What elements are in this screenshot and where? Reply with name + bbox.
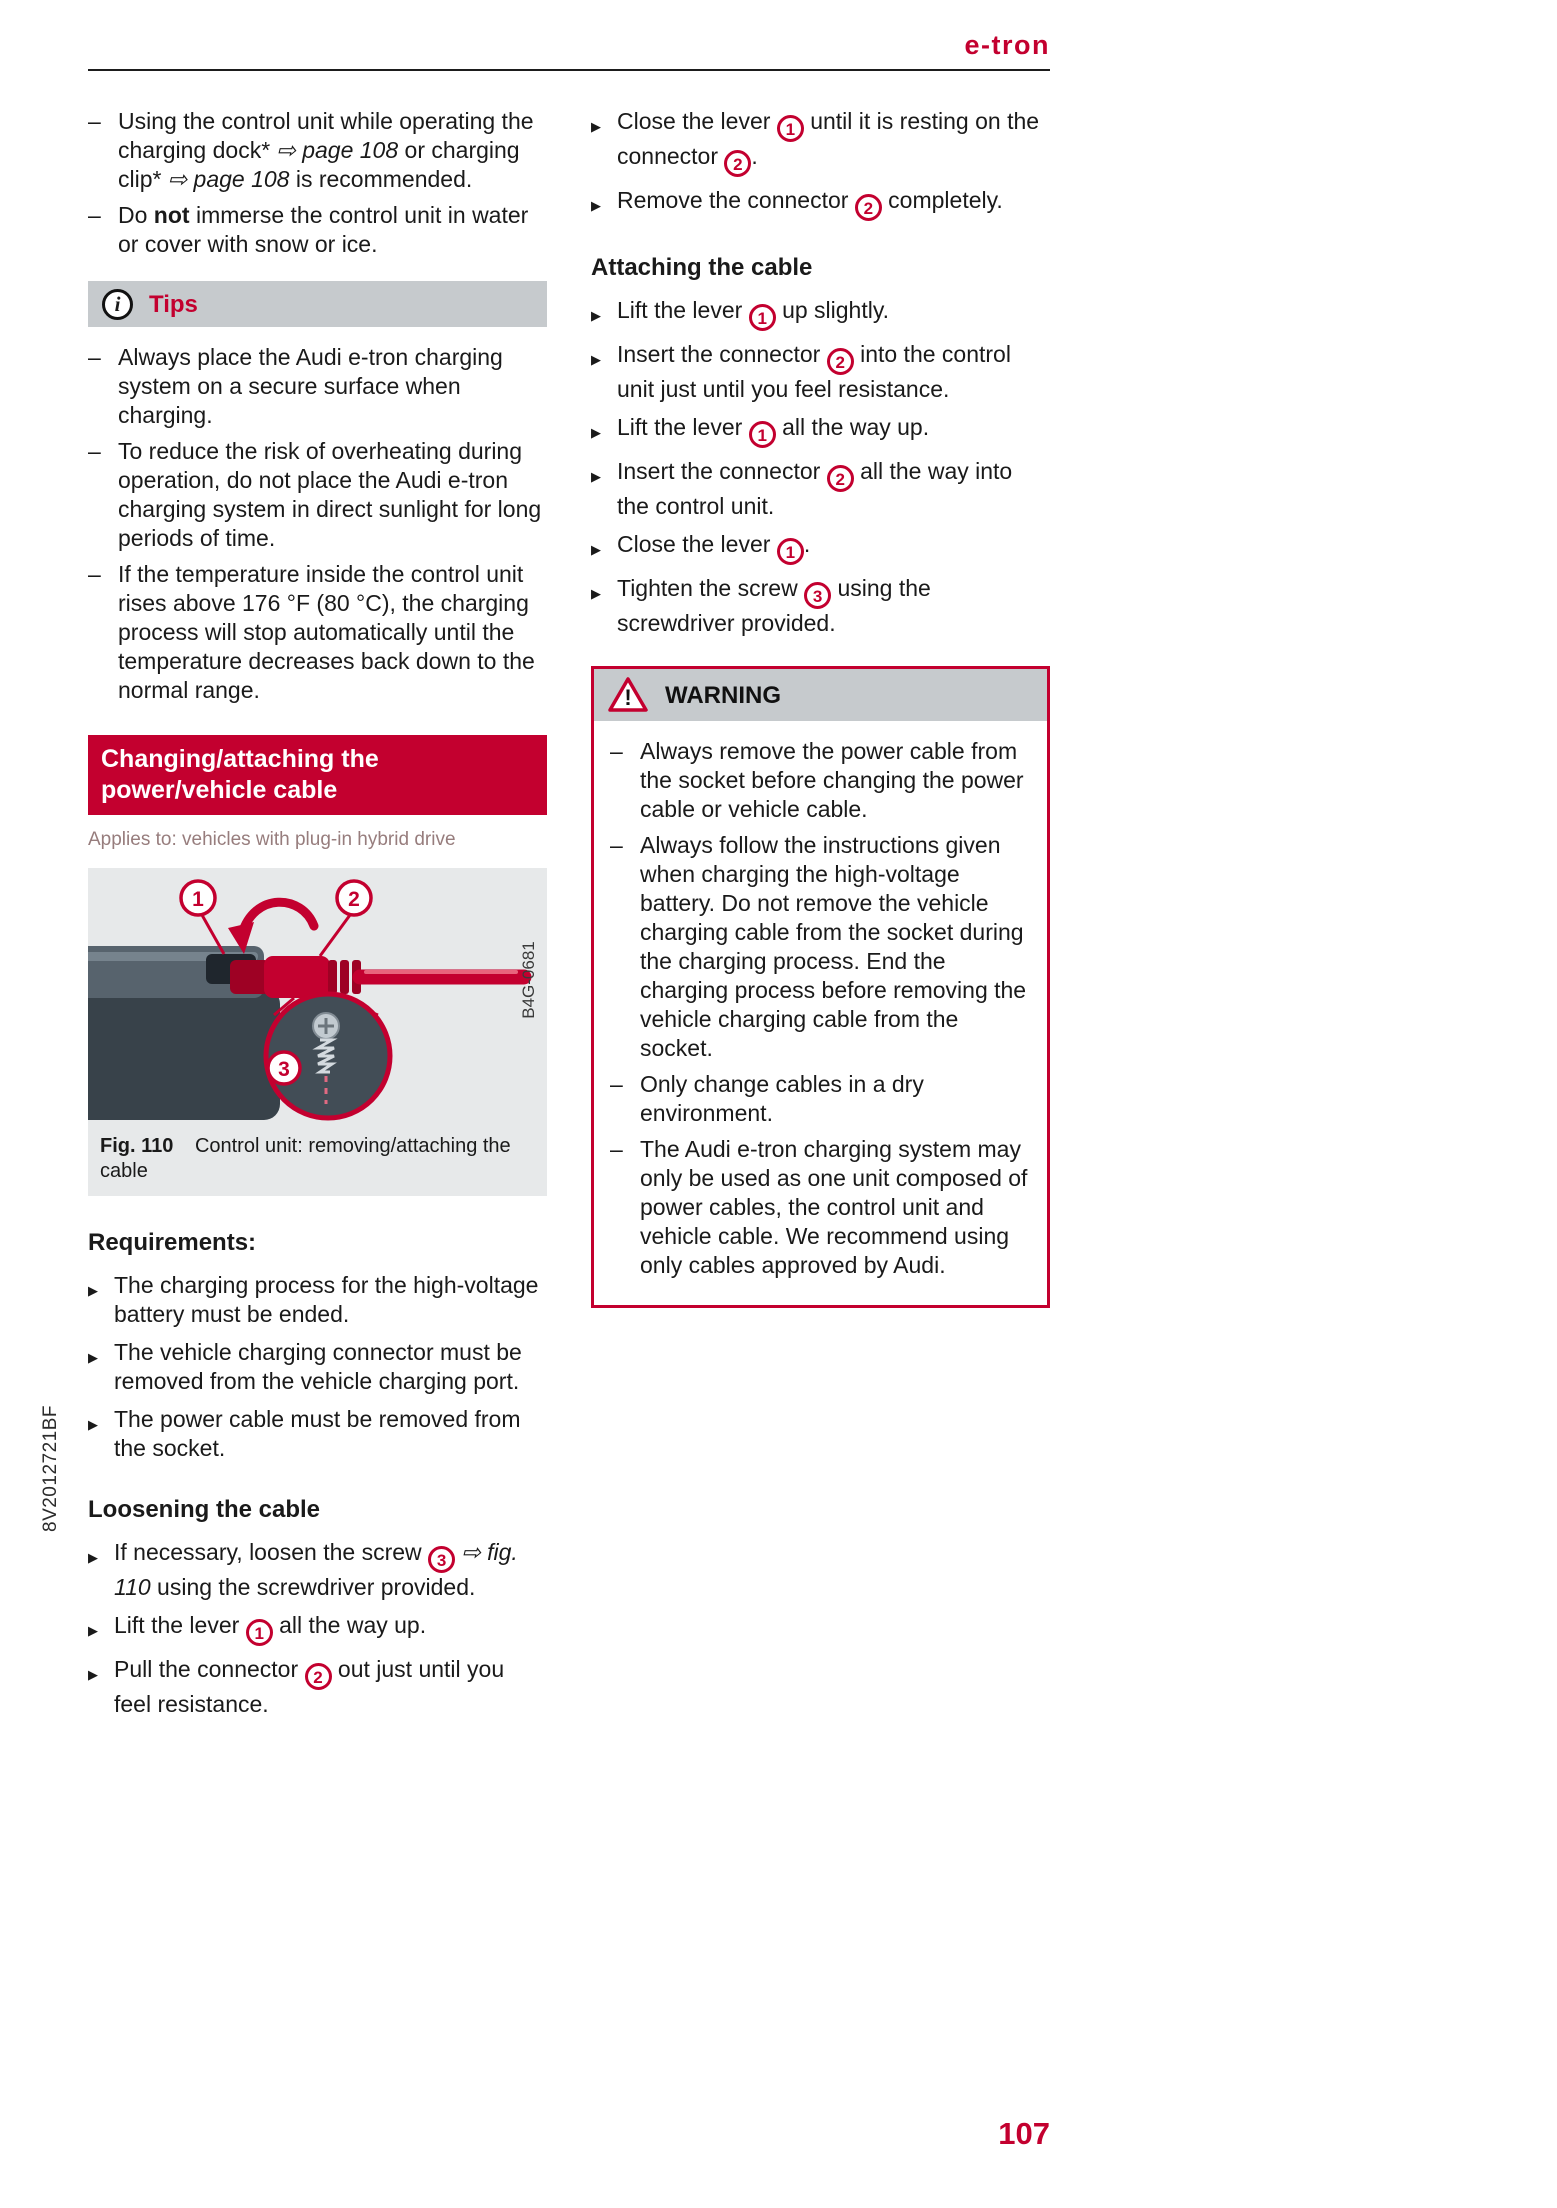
text: The Audi e-tron charging system may only be used as one unit composed of power cables, the control unit and vehicle cable. We recommend using only cables approved by Audi. [640,1136,1028,1278]
applies-note: Applies to: vehicles with plug-in hybrid drive [88,829,456,850]
list-item [591,457,1050,521]
tips-title: Tips [149,290,198,318]
two-column-layout [88,107,1050,1728]
loosening-heading: Loosening the cable [88,1496,321,1523]
text: Using the control unit while operating the charging dock* [118,108,534,163]
tips-header-bar [88,281,547,327]
callout-badge: 3 [428,1546,455,1573]
callout-1-label: 1 [192,888,204,911]
text: Remove the connector [617,187,855,213]
text: until it is resting on the connector [617,108,1040,169]
callout-badge: 1 [749,421,776,448]
text: Insert the connector [617,458,827,484]
text: Lift the lever [114,1612,246,1638]
text: Lift the lever [617,414,749,440]
text: If necessary, loosen the screw [114,1539,429,1565]
cross-reference: ⇨ page 108 [167,166,290,192]
text: is recommended. [289,166,473,192]
info-icon: i [102,289,133,320]
text: immerse the control unit in water or cover with snow or ice. [118,202,529,257]
section-title: Changing/attaching the power/vehicle cable [88,735,547,815]
text: Insert the connector [617,341,827,367]
list-item [88,560,547,705]
text: If the temperature inside the control unit rises above 176 °F (80 °C), the charging process will stop automatically until the temperature decreases back down to the normal range. [118,561,535,703]
text: Close the lever [617,531,777,557]
text: Only change cables in a dry environment. [640,1071,924,1126]
callout-badge: 2 [827,465,854,492]
document-code: 8V2012721BF [40,1405,61,1532]
loosening-list [88,1538,547,1719]
list-item [88,1271,547,1329]
manual-page [88,30,1050,1728]
list-item [88,1538,547,1602]
text: The charging process for the high-voltage battery must be ended. [114,1272,539,1327]
list-item [88,1338,547,1396]
list-item [88,343,547,430]
text: up slightly. [775,297,890,323]
text: Always remove the power cable from the socket before changing the power cable or vehicle cable. [640,738,1024,822]
screw-zoom-inset [266,994,390,1118]
callout-badge: 1 [749,304,776,331]
warning-header-bar [594,669,1047,721]
callout-badge: 3 [804,582,831,609]
figure-code: B4G-0681 [519,941,538,1019]
continued-steps-list [591,107,1050,221]
text: out just until you feel resistance. [114,1656,505,1717]
text: Tighten the screw [617,575,805,601]
text: To reduce the risk of overheating during operation, do not place the Audi e-tron charging system in direct sunlight for long periods of time. [118,438,542,551]
requirements-list [88,1271,547,1463]
callout-badge: 2 [305,1663,332,1690]
figure-caption [88,1130,547,1196]
page-number: 107 [998,2116,1050,2151]
callout-1 [181,881,224,954]
warning-icon [607,676,649,714]
list-item [610,831,1031,1063]
text: using the screwdriver provided. [150,1574,476,1600]
svg-text:!: ! [624,685,632,710]
lever-motion-arrow [228,902,314,954]
text: all the way into the control unit. [617,458,1013,519]
callout-badge: 1 [777,538,804,565]
text: Close the lever [617,108,777,134]
text: . [803,531,811,557]
text: completely. [881,187,1003,213]
connector-and-cable [230,956,524,998]
list-item [88,437,547,553]
list-item [610,737,1031,824]
list-item [591,340,1050,404]
requirements-heading: Requirements: [88,1229,257,1256]
page-header [88,30,1050,61]
warning-box [591,666,1050,1308]
text: or charging clip* [118,137,520,192]
list-item [88,1611,547,1646]
attaching-heading: Attaching the cable [591,254,813,281]
text: Always place the Audi e-tron charging system on a secure surface when charging. [118,344,503,428]
warning-title: WARNING [665,681,781,709]
callout-2-label: 2 [348,888,360,911]
text: The vehicle charging connector must be removed from the vehicle charging port. [114,1339,522,1394]
brand-title: e-tron [964,30,1050,60]
text: . [751,143,758,169]
text: all the way up. [272,1612,427,1638]
control-unit-illustration [88,868,547,1130]
figure-110 [88,868,547,1196]
callout-badge: 2 [855,194,882,221]
list-item [591,107,1050,177]
callout-badge: 2 [724,150,751,177]
callout-3-label: 3 [278,1058,290,1081]
list-item [88,201,547,259]
text-bold: not [153,202,190,228]
tips-box [88,281,547,705]
text: using the screwdriver provided. [617,575,931,636]
list-item [88,1655,547,1719]
intro-list [88,107,547,259]
list-item [610,1135,1031,1280]
callout-badge: 1 [777,115,804,142]
text: Do [118,202,154,228]
list-item [591,296,1050,331]
list-item [88,107,547,194]
callout-badge: 1 [246,1619,273,1646]
left-column [88,107,547,1728]
tips-list [88,343,547,705]
text: all the way up. [775,414,930,440]
callout-2 [320,881,371,956]
list-item [610,1070,1031,1128]
list-item [591,186,1050,221]
text: Pull the connector [114,1656,305,1682]
warning-list [594,737,1047,1305]
list-item [591,530,1050,565]
text: into the control unit just until you feel resistance. [617,341,1011,402]
cross-reference: ⇨ page 108 [276,137,399,163]
figure-caption-label: Fig. 110 [100,1135,174,1157]
figure-caption-text: Control unit: removing/attaching the cable [100,1135,511,1182]
text: Always follow the instructions given when charging the high-voltage battery. Do not remove the vehicle charging cable from the socket during the charging process. End the charging process before removing the vehicle charging cable from the socket. [640,832,1027,1061]
attaching-list [591,296,1050,638]
right-column [591,107,1050,1308]
list-item [88,1405,547,1463]
text: The power cable must be removed from the socket. [114,1406,521,1461]
header-rule [88,69,1050,71]
callout-badge: 2 [827,348,854,375]
text: Lift the lever [617,297,749,323]
cross-reference: ⇨ fig. 110 [114,1539,518,1600]
list-item [591,574,1050,638]
list-item [591,413,1050,448]
